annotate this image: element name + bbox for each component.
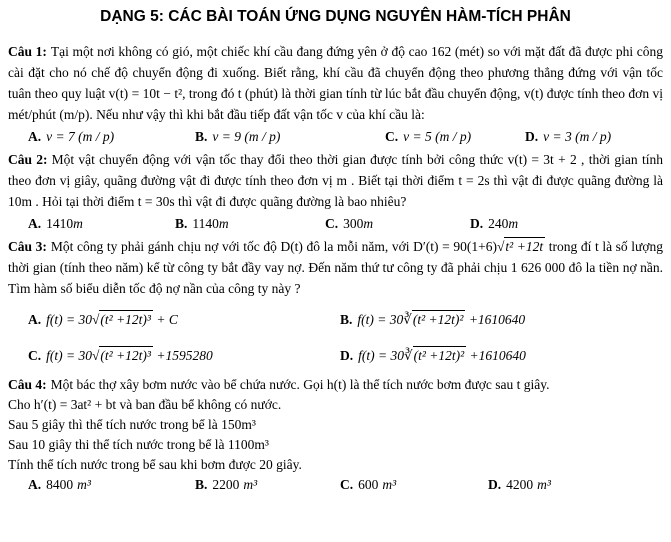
- option-formula-post: +1595280: [152, 348, 213, 363]
- option-d: [488, 476, 663, 493]
- sqrt-expression: [92, 310, 153, 327]
- sqrt-sign: √: [91, 312, 100, 327]
- question-4-line-1: Một bác thợ xây bơm nước vào bể chứa nước. Gọi h(t) là thể tích nước bơm được sau t giây.: [50, 377, 550, 392]
- sqrt-radicand: t² +12t: [505, 239, 544, 254]
- question-4-label: Câu 4:: [8, 377, 47, 392]
- option-number: 240: [488, 216, 509, 231]
- question-4-text: [8, 375, 663, 395]
- option-b: [175, 213, 325, 234]
- option-number: 1140: [192, 216, 219, 231]
- option-number: 2200: [212, 477, 240, 492]
- option-formula-post: +1610640: [466, 348, 526, 363]
- option-letter: C.: [28, 348, 42, 363]
- option-letter: D.: [488, 477, 502, 492]
- option-formula-pre: f(t) = 30: [357, 312, 404, 327]
- option-formula-pre: f(t) = 30: [358, 348, 404, 363]
- page-title: DẠNG 5: CÁC BÀI TOÁN ỨNG DỤNG NGUYÊN HÀM-TÍCH PHÂN: [100, 8, 571, 25]
- sqrt-sign: √: [496, 239, 505, 254]
- option-d: [470, 213, 663, 234]
- option-b: [195, 126, 385, 147]
- cbrt-expression: [404, 346, 466, 363]
- option-letter: A.: [28, 312, 42, 327]
- question-2-text: [8, 149, 663, 212]
- option-number: 300: [343, 216, 364, 231]
- option-c: [28, 341, 340, 371]
- option-letter: B.: [175, 216, 188, 231]
- option-unit: m³: [537, 477, 551, 492]
- option-d: [525, 126, 663, 147]
- sqrt-expression: [497, 237, 545, 254]
- option-a: [28, 305, 340, 335]
- question-3-body-pre: Một công ty phải gánh chịu nợ với tốc độ D(t) đô la mỗi năm, với D′(t) = 90(1+6): [50, 239, 497, 254]
- option-b: [340, 305, 663, 335]
- option-c: [325, 213, 470, 234]
- question-4-line-5: Tính thể tích nước trong bể sau khi bơm được 20 giây.: [8, 457, 302, 472]
- question-2-body: Một vật chuyển động với vận tốc thay đổi theo thời gian được tính bởi công thức v(t) = 3t + 2 , thời gian tính theo đơn vị giây, quãng đường vật đi được tính theo đơn vị m . Biết tại thời điểm t = 2s thì vật đi được quãng đường là 10m . Hỏi tại thời điểm t = 30s thì vật đi được quãng đường là bao nhiêu?: [8, 152, 663, 209]
- question-1-text: [8, 41, 663, 125]
- option-number: 8400: [46, 477, 74, 492]
- question-4-line-2: Cho h′(t) = 3at² + bt và ban đầu bể không có nước.: [8, 397, 282, 412]
- option-unit: m: [363, 216, 374, 231]
- option-a: [28, 476, 195, 493]
- option-b: [195, 476, 340, 493]
- option-number: 600: [358, 477, 379, 492]
- sqrt-radicand: (t² +12t)³: [100, 348, 151, 363]
- sqrt-expression: [92, 346, 153, 363]
- option-unit: m: [218, 216, 229, 231]
- option-number: 4200: [506, 477, 534, 492]
- question-3-body-post: trong đí t là số lượng thời gian (tính theo năm) kể từ công ty bắt đầy vay nợ. Đến năm thứ tư công ty đã phải chịu 1 626 000 đô la tiền nợ nần. Tìm hàm số biểu diễn tốc độ nợ nần của công ty này ?: [8, 239, 663, 296]
- option-letter: D.: [525, 129, 539, 144]
- option-a: [28, 126, 195, 147]
- cbrt-expression: [403, 310, 465, 327]
- option-a: [28, 213, 175, 234]
- option-unit: m³: [77, 477, 91, 492]
- question-4: [8, 375, 663, 493]
- option-d: [340, 341, 663, 371]
- cbrt-radicand: (t² +12t)²: [412, 312, 464, 327]
- option-unit: m: [73, 216, 83, 231]
- option-letter: B.: [195, 477, 208, 492]
- option-formula-post: +1610640: [465, 312, 526, 327]
- cbrt-sign: ∛: [403, 348, 413, 363]
- option-text: v = 5 (m / p): [403, 129, 472, 144]
- question-4-options: [8, 476, 663, 493]
- option-letter: A.: [28, 477, 42, 492]
- option-text: v = 9 (m / p): [212, 129, 281, 144]
- question-3-text: [8, 236, 663, 299]
- option-formula-pre: f(t) = 30: [46, 348, 92, 363]
- option-letter: C.: [325, 216, 339, 231]
- sqrt-radicand: (t² +12t)³: [100, 312, 151, 327]
- option-formula-post: + C: [152, 312, 178, 327]
- option-letter: D.: [470, 216, 484, 231]
- cbrt-sign: ∛: [403, 312, 412, 327]
- question-3: [8, 236, 663, 371]
- option-letter: D.: [340, 348, 354, 363]
- option-letter: C.: [340, 477, 354, 492]
- option-c: [385, 126, 525, 147]
- option-formula-pre: f(t) = 30: [46, 312, 92, 327]
- option-letter: A.: [28, 216, 42, 231]
- sqrt-sign: √: [91, 348, 100, 363]
- question-1: [8, 41, 663, 147]
- question-1-body: Tại một nơi không có gió, một chiếc khí cầu đang đứng yên ở độ cao 162 (mét) so với mặt đất đã được phi công cài đặt cho nó chế độ chuyển động đi xuống. Biết rằng, khí cầu đã chuyển động theo phương thẳng đứng với vận tốc tuân theo quy luật v(t) = 10t − t², trong đó t (phút) là thời gian tính từ lúc bắt đầu chuyển động, v(t) được tính theo đơn vị mét/phút (m/p). Nếu như vậy thì khi bắt đầu tiếp đất vận tốc v của khí cầu là:: [8, 44, 663, 122]
- question-2: [8, 149, 663, 234]
- question-3-label: Câu 3:: [8, 239, 47, 254]
- option-text: v = 7 (m / p): [46, 129, 115, 144]
- question-3-options: [8, 305, 663, 371]
- question-1-options: [8, 126, 663, 147]
- cbrt-radicand: (t² +12t)²: [413, 348, 465, 363]
- option-unit: m³: [382, 477, 397, 492]
- option-c: [340, 476, 488, 493]
- option-letter: B.: [340, 312, 353, 327]
- question-4-line-4: Sau 10 giây thi thể tích nước trong bể là 1100m³: [8, 437, 269, 452]
- option-number: 1410: [46, 216, 74, 231]
- option-text: v = 3 (m / p): [543, 129, 612, 144]
- option-unit: m³: [243, 477, 258, 492]
- option-letter: C.: [385, 129, 399, 144]
- question-4-line-3: Sau 5 giây thì thể tích nước trong bể là 150m³: [8, 417, 256, 432]
- question-2-options: [8, 213, 663, 234]
- option-letter: B.: [195, 129, 208, 144]
- option-unit: m: [508, 216, 519, 231]
- question-2-label: Câu 2:: [8, 152, 48, 167]
- question-1-label: Câu 1:: [8, 44, 47, 59]
- option-letter: A.: [28, 129, 42, 144]
